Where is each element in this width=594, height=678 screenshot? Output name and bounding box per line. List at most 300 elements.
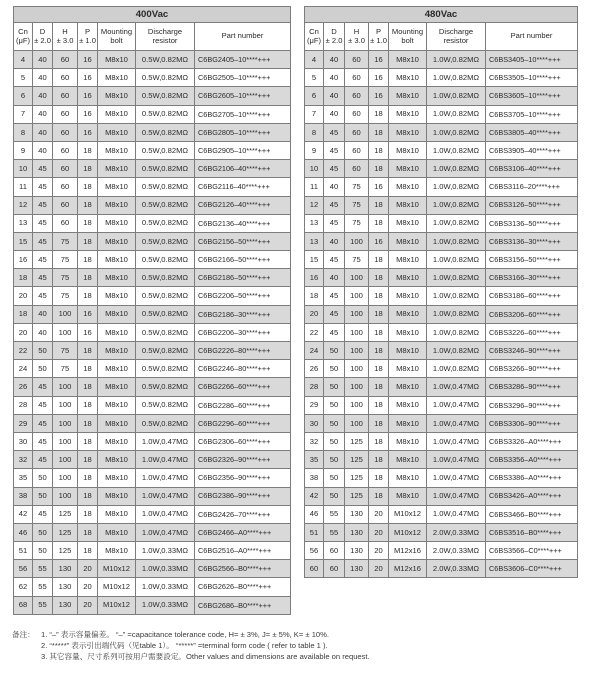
cell-mounting-bolt: M8x10 [389, 251, 427, 269]
cell-diameter: 40 [324, 87, 345, 105]
note-number: 1. [41, 630, 48, 639]
cell-height: 130 [53, 578, 78, 596]
table-row [14, 251, 291, 269]
cell-mounting-bolt: M8x10 [389, 123, 427, 141]
header-diameter: D ± 2.0 [324, 23, 345, 51]
cell-discharge-resistor: 1.0W,0.82MΩ [427, 214, 486, 232]
cell-mounting-bolt: M8x10 [98, 123, 136, 141]
cell-part-number: C6BS3405–10****+++ [486, 51, 578, 69]
cell-mounting-bolt: M8x10 [98, 360, 136, 378]
cell-pitch: 18 [78, 232, 98, 250]
cell-diameter: 45 [324, 251, 345, 269]
cell-pitch: 18 [369, 105, 389, 123]
cell-part-number: C6BG2206–30****+++ [195, 323, 291, 341]
cell-height: 60 [53, 123, 78, 141]
cell-height: 100 [345, 232, 369, 250]
cell-mounting-bolt: M8x10 [98, 487, 136, 505]
cell-capacitance: 13 [305, 232, 324, 250]
cell-diameter: 40 [33, 123, 53, 141]
cell-capacitance: 12 [305, 196, 324, 214]
cell-mounting-bolt: M8x10 [389, 414, 427, 432]
cell-height: 60 [53, 178, 78, 196]
cell-mounting-bolt: M8x10 [98, 323, 136, 341]
cell-pitch: 18 [78, 160, 98, 178]
cell-diameter: 50 [33, 469, 53, 487]
table-row [14, 596, 291, 614]
cell-pitch: 18 [369, 269, 389, 287]
table-row [14, 560, 291, 578]
cell-diameter: 45 [324, 323, 345, 341]
header-part-number: Part number [486, 23, 578, 51]
cell-discharge-resistor: 1.0W,0.82MΩ [427, 178, 486, 196]
cell-capacitance: 56 [14, 560, 33, 578]
cell-height: 100 [53, 432, 78, 450]
table-row [14, 305, 291, 323]
cell-diameter: 45 [33, 196, 53, 214]
cell-height: 125 [53, 505, 78, 523]
table-row [14, 360, 291, 378]
cell-discharge-resistor: 2.0W,0.33MΩ [427, 560, 486, 578]
cell-pitch: 16 [78, 51, 98, 69]
cell-part-number: C6BG2116–40****+++ [195, 178, 291, 196]
cell-diameter: 50 [33, 487, 53, 505]
cell-discharge-resistor: 0.5W,0.82MΩ [136, 51, 195, 69]
cell-mounting-bolt: M8x10 [389, 305, 427, 323]
cell-pitch: 18 [369, 342, 389, 360]
cell-diameter: 40 [33, 105, 53, 123]
cell-discharge-resistor: 0.5W,0.82MΩ [136, 141, 195, 159]
cell-discharge-resistor: 2.0W,0.33MΩ [427, 542, 486, 560]
table-row [14, 523, 291, 541]
cell-height: 60 [345, 51, 369, 69]
cell-part-number: C6BS3246–90****+++ [486, 342, 578, 360]
table-row [305, 505, 578, 523]
cell-discharge-resistor: 1.0W,0.47MΩ [136, 523, 195, 541]
cell-capacitance: 20 [14, 323, 33, 341]
cell-height: 130 [53, 560, 78, 578]
cell-mounting-bolt: M8x10 [389, 378, 427, 396]
table-row [14, 578, 291, 596]
cell-height: 100 [345, 378, 369, 396]
cell-mounting-bolt: M8x10 [389, 360, 427, 378]
cell-mounting-bolt: M8x10 [389, 469, 427, 487]
cell-part-number: C6BG2186–50****+++ [195, 269, 291, 287]
cell-part-number: C6BS3156–50****+++ [486, 251, 578, 269]
cell-discharge-resistor: 1.0W,0.82MΩ [427, 287, 486, 305]
cell-diameter: 40 [324, 51, 345, 69]
header-pitch: P ± 1.0 [78, 23, 98, 51]
table-row [305, 51, 578, 69]
cell-mounting-bolt: M8x10 [389, 432, 427, 450]
cell-discharge-resistor: 1.0W,0.33MΩ [136, 596, 195, 614]
cell-diameter: 45 [324, 305, 345, 323]
cell-discharge-resistor: 1.0W,0.82MΩ [427, 105, 486, 123]
cell-diameter: 45 [33, 251, 53, 269]
cell-diameter: 50 [324, 414, 345, 432]
cell-height: 100 [53, 323, 78, 341]
cell-height: 60 [345, 87, 369, 105]
cell-diameter: 50 [33, 360, 53, 378]
cell-capacitance: 13 [14, 214, 33, 232]
cell-pitch: 20 [369, 523, 389, 541]
cell-diameter: 40 [33, 87, 53, 105]
cell-height: 100 [345, 360, 369, 378]
cell-pitch: 18 [369, 378, 389, 396]
cell-part-number: C6BS3136–50****+++ [486, 214, 578, 232]
cell-capacitance: 10 [305, 160, 324, 178]
cell-capacitance: 46 [305, 505, 324, 523]
header-capacitance: Cn (μF) [14, 23, 33, 51]
cell-capacitance: 18 [14, 269, 33, 287]
note-number: 3. [41, 652, 48, 661]
cell-discharge-resistor: 1.0W,0.33MΩ [136, 578, 195, 596]
cell-capacitance: 10 [14, 160, 33, 178]
cell-part-number: C6BG2466–A0****+++ [195, 523, 291, 541]
cell-diameter: 40 [33, 141, 53, 159]
cell-discharge-resistor: 1.0W,0.33MΩ [136, 542, 195, 560]
cell-diameter: 45 [324, 196, 345, 214]
cell-part-number: C6BG2136–40****+++ [195, 214, 291, 232]
cell-mounting-bolt: M8x10 [98, 51, 136, 69]
header-capacitance: Cn (μF) [305, 23, 324, 51]
table-row [305, 487, 578, 505]
cell-pitch: 20 [369, 505, 389, 523]
table-row [14, 323, 291, 341]
cell-diameter: 45 [324, 160, 345, 178]
cell-part-number: C6BG2516–A0****+++ [195, 542, 291, 560]
cell-part-number: C6BG2426–70****+++ [195, 505, 291, 523]
cell-diameter: 45 [324, 214, 345, 232]
cell-pitch: 18 [369, 287, 389, 305]
cell-mounting-bolt: M8x10 [389, 396, 427, 414]
table-row [305, 232, 578, 250]
cell-capacitance: 22 [14, 342, 33, 360]
table-row [305, 160, 578, 178]
cell-part-number: C6BG2686–B0****+++ [195, 596, 291, 614]
cell-part-number: C6BS3516–B0****+++ [486, 523, 578, 541]
cell-discharge-resistor: 1.0W,0.47MΩ [427, 378, 486, 396]
cell-mounting-bolt: M8x10 [98, 87, 136, 105]
cell-mounting-bolt: M8x10 [389, 342, 427, 360]
cell-mounting-bolt: M8x10 [98, 523, 136, 541]
cell-diameter: 45 [324, 141, 345, 159]
cell-capacitance: 9 [305, 141, 324, 159]
cell-pitch: 16 [78, 123, 98, 141]
cell-mounting-bolt: M10x12 [98, 560, 136, 578]
table-row [305, 214, 578, 232]
cell-part-number: C6BS3266–90****+++ [486, 360, 578, 378]
cell-pitch: 18 [369, 469, 389, 487]
cell-discharge-resistor: 1.0W,0.47MΩ [427, 432, 486, 450]
table-row [14, 505, 291, 523]
table-row [14, 396, 291, 414]
cell-pitch: 18 [78, 432, 98, 450]
cell-discharge-resistor: 1.0W,0.47MΩ [427, 396, 486, 414]
cell-height: 100 [53, 469, 78, 487]
cell-height: 75 [345, 196, 369, 214]
cell-capacitance: 60 [305, 560, 324, 578]
cell-part-number: C6BG2356–90****+++ [195, 469, 291, 487]
cell-diameter: 40 [33, 323, 53, 341]
cell-diameter: 45 [33, 451, 53, 469]
cell-part-number: C6BG2206–50****+++ [195, 287, 291, 305]
cell-discharge-resistor: 1.0W,0.47MΩ [427, 469, 486, 487]
cell-capacitance: 16 [305, 269, 324, 287]
cell-pitch: 18 [78, 378, 98, 396]
cell-part-number: C6BS3136–30****+++ [486, 232, 578, 250]
cell-diameter: 40 [324, 105, 345, 123]
table-row [305, 123, 578, 141]
cell-mounting-bolt: M8x10 [389, 160, 427, 178]
cell-pitch: 16 [78, 105, 98, 123]
table-row [305, 414, 578, 432]
cell-discharge-resistor: 0.5W,0.82MΩ [136, 123, 195, 141]
cell-capacitance: 26 [14, 378, 33, 396]
header-row [14, 23, 291, 51]
cell-pitch: 18 [78, 469, 98, 487]
table-row [305, 360, 578, 378]
cell-discharge-resistor: 0.5W,0.82MΩ [136, 269, 195, 287]
table-480vac [304, 6, 578, 578]
cell-part-number: C6BG2186–30****+++ [195, 305, 291, 323]
cell-part-number: C6BG2505–10****+++ [195, 69, 291, 87]
cell-diameter: 55 [33, 596, 53, 614]
cell-pitch: 18 [78, 178, 98, 196]
cell-mounting-bolt: M10x12 [98, 596, 136, 614]
cell-mounting-bolt: M8x10 [98, 232, 136, 250]
cell-part-number: C6BS3166–30****+++ [486, 269, 578, 287]
table-row [14, 432, 291, 450]
cell-diameter: 50 [324, 360, 345, 378]
cell-part-number: C6BG2805–10****+++ [195, 123, 291, 141]
cell-pitch: 18 [78, 360, 98, 378]
cell-discharge-resistor: 1.0W,0.33MΩ [136, 560, 195, 578]
cell-capacitance: 42 [14, 505, 33, 523]
cell-pitch: 18 [78, 487, 98, 505]
cell-pitch: 18 [78, 505, 98, 523]
cell-pitch: 20 [78, 578, 98, 596]
cell-pitch: 20 [369, 560, 389, 578]
cell-pitch: 18 [369, 214, 389, 232]
cell-diameter: 45 [324, 287, 345, 305]
cell-pitch: 16 [369, 178, 389, 196]
table-row [14, 214, 291, 232]
cell-mounting-bolt: M8x10 [389, 451, 427, 469]
note-text: 其它容量、尺寸系列可按用户需要設定。Other values and dimensions are available on request. [49, 652, 370, 661]
cell-height: 125 [345, 469, 369, 487]
cell-height: 60 [345, 69, 369, 87]
cell-height: 100 [53, 487, 78, 505]
cell-capacitance: 12 [14, 196, 33, 214]
cell-capacitance: 8 [305, 123, 324, 141]
cell-part-number: C6BG2126–40****+++ [195, 196, 291, 214]
cell-capacitance: 11 [305, 178, 324, 196]
cell-part-number: C6BG2626–B0****+++ [195, 578, 291, 596]
cell-part-number: C6BS3106–40****+++ [486, 160, 578, 178]
cell-discharge-resistor: 1.0W,0.47MΩ [427, 414, 486, 432]
table-row [305, 542, 578, 560]
cell-height: 60 [345, 123, 369, 141]
cell-diameter: 45 [33, 432, 53, 450]
cell-part-number: C6BG2306–60****+++ [195, 432, 291, 450]
table-row [14, 269, 291, 287]
cell-mounting-bolt: M8x10 [389, 323, 427, 341]
cell-mounting-bolt: M8x10 [98, 542, 136, 560]
cell-part-number: C6BS3386–A0****+++ [486, 469, 578, 487]
cell-capacitance: 38 [305, 469, 324, 487]
cell-capacitance: 4 [305, 51, 324, 69]
cell-discharge-resistor: 1.0W,0.47MΩ [427, 505, 486, 523]
table-title: 480Vac [305, 7, 578, 23]
cell-discharge-resistor: 1.0W,0.82MΩ [427, 269, 486, 287]
table-row [14, 232, 291, 250]
table-row [14, 178, 291, 196]
cell-pitch: 18 [78, 451, 98, 469]
cell-mounting-bolt: M8x10 [389, 196, 427, 214]
cell-capacitance: 4 [14, 51, 33, 69]
cell-diameter: 45 [33, 160, 53, 178]
cell-diameter: 45 [33, 505, 53, 523]
cell-part-number: C6BS3905–40****+++ [486, 141, 578, 159]
table-row [305, 396, 578, 414]
cell-pitch: 20 [78, 596, 98, 614]
cell-capacitance: 28 [305, 378, 324, 396]
cell-discharge-resistor: 1.0W,0.82MΩ [427, 196, 486, 214]
cell-discharge-resistor: 1.0W,0.47MΩ [136, 469, 195, 487]
cell-capacitance: 26 [305, 360, 324, 378]
header-mounting-bolt: Mounting bolt [98, 23, 136, 51]
cell-diameter: 40 [33, 305, 53, 323]
cell-mounting-bolt: M8x10 [98, 287, 136, 305]
cell-discharge-resistor: 1.0W,0.82MΩ [427, 141, 486, 159]
cell-diameter: 40 [324, 178, 345, 196]
cell-capacitance: 68 [14, 596, 33, 614]
cell-part-number: C6BG2605–10****+++ [195, 87, 291, 105]
table-title: 400Vac [14, 7, 291, 23]
cell-mounting-bolt: M8x10 [98, 178, 136, 196]
cell-diameter: 40 [324, 69, 345, 87]
table-row [14, 469, 291, 487]
table-row [14, 414, 291, 432]
table-body [305, 51, 578, 578]
cell-part-number: C6BG2286–60****+++ [195, 396, 291, 414]
cell-height: 100 [345, 287, 369, 305]
cell-capacitance: 30 [305, 414, 324, 432]
cell-capacitance: 5 [305, 69, 324, 87]
notes-prefix: 备注： [12, 630, 35, 639]
cell-part-number: C6BG2246–80****+++ [195, 360, 291, 378]
cell-pitch: 16 [369, 69, 389, 87]
table-row [14, 87, 291, 105]
note-line [12, 640, 370, 651]
cell-mounting-bolt: M8x10 [389, 287, 427, 305]
cell-diameter: 50 [33, 542, 53, 560]
cell-part-number: C6BS3426–A0****+++ [486, 487, 578, 505]
cell-diameter: 40 [324, 232, 345, 250]
cell-discharge-resistor: 0.5W,0.82MΩ [136, 287, 195, 305]
table-row [14, 51, 291, 69]
header-discharge-resistor: Discharge resistor [427, 23, 486, 51]
cell-part-number: C6BS3206–60****+++ [486, 305, 578, 323]
cell-mounting-bolt: M8x10 [389, 178, 427, 196]
cell-height: 60 [53, 69, 78, 87]
cell-discharge-resistor: 0.5W,0.82MΩ [136, 178, 195, 196]
cell-discharge-resistor: 1.0W,0.82MΩ [427, 160, 486, 178]
cell-height: 60 [345, 141, 369, 159]
cell-mounting-bolt: M12x16 [389, 560, 427, 578]
cell-capacitance: 24 [305, 342, 324, 360]
cell-mounting-bolt: M8x10 [389, 214, 427, 232]
cell-capacitance: 18 [305, 287, 324, 305]
cell-height: 60 [53, 105, 78, 123]
cell-capacitance: 11 [14, 178, 33, 196]
cell-capacitance: 9 [14, 141, 33, 159]
cell-discharge-resistor: 1.0W,0.47MΩ [136, 487, 195, 505]
cell-part-number: C6BS3805–40****+++ [486, 123, 578, 141]
table-row [305, 269, 578, 287]
cell-discharge-resistor: 1.0W,0.82MΩ [427, 305, 486, 323]
table-row [305, 469, 578, 487]
header-discharge-resistor: Discharge resistor [136, 23, 195, 51]
cell-diameter: 45 [33, 414, 53, 432]
cell-mounting-bolt: M8x10 [98, 432, 136, 450]
cell-pitch: 16 [78, 323, 98, 341]
cell-mounting-bolt: M8x10 [389, 269, 427, 287]
cell-discharge-resistor: 1.0W,0.82MΩ [427, 323, 486, 341]
cell-capacitance: 6 [305, 87, 324, 105]
cell-part-number: C6BS3356–A0****+++ [486, 451, 578, 469]
cell-capacitance: 16 [14, 251, 33, 269]
cell-capacitance: 7 [305, 105, 324, 123]
cell-capacitance: 35 [305, 451, 324, 469]
cell-pitch: 18 [369, 123, 389, 141]
cell-height: 75 [53, 360, 78, 378]
cell-mounting-bolt: M8x10 [389, 51, 427, 69]
cell-pitch: 18 [369, 451, 389, 469]
cell-height: 130 [345, 560, 369, 578]
cell-part-number: C6BS3566–C0****+++ [486, 542, 578, 560]
cell-height: 130 [345, 542, 369, 560]
cell-discharge-resistor: 0.5W,0.82MΩ [136, 69, 195, 87]
cell-capacitance: 22 [305, 323, 324, 341]
cell-height: 100 [345, 396, 369, 414]
table-row [305, 305, 578, 323]
cell-mounting-bolt: M8x10 [98, 378, 136, 396]
cell-mounting-bolt: M10x12 [389, 505, 427, 523]
cell-capacitance: 6 [14, 87, 33, 105]
cell-height: 75 [345, 214, 369, 232]
cell-discharge-resistor: 1.0W,0.47MΩ [136, 432, 195, 450]
cell-height: 60 [53, 196, 78, 214]
table-row [305, 451, 578, 469]
cell-discharge-resistor: 0.5W,0.82MΩ [136, 360, 195, 378]
cell-mounting-bolt: M8x10 [389, 105, 427, 123]
cell-discharge-resistor: 0.5W,0.82MΩ [136, 232, 195, 250]
cell-height: 75 [53, 232, 78, 250]
cell-height: 125 [345, 487, 369, 505]
cell-capacitance: 20 [14, 287, 33, 305]
table-row [305, 378, 578, 396]
cell-mounting-bolt: M8x10 [98, 305, 136, 323]
cell-capacitance: 7 [14, 105, 33, 123]
cell-height: 60 [53, 51, 78, 69]
cell-capacitance: 8 [14, 123, 33, 141]
cell-diameter: 45 [33, 214, 53, 232]
table-row [305, 432, 578, 450]
cell-mounting-bolt: M10x12 [98, 578, 136, 596]
cell-capacitance: 20 [305, 305, 324, 323]
cell-capacitance: 51 [14, 542, 33, 560]
